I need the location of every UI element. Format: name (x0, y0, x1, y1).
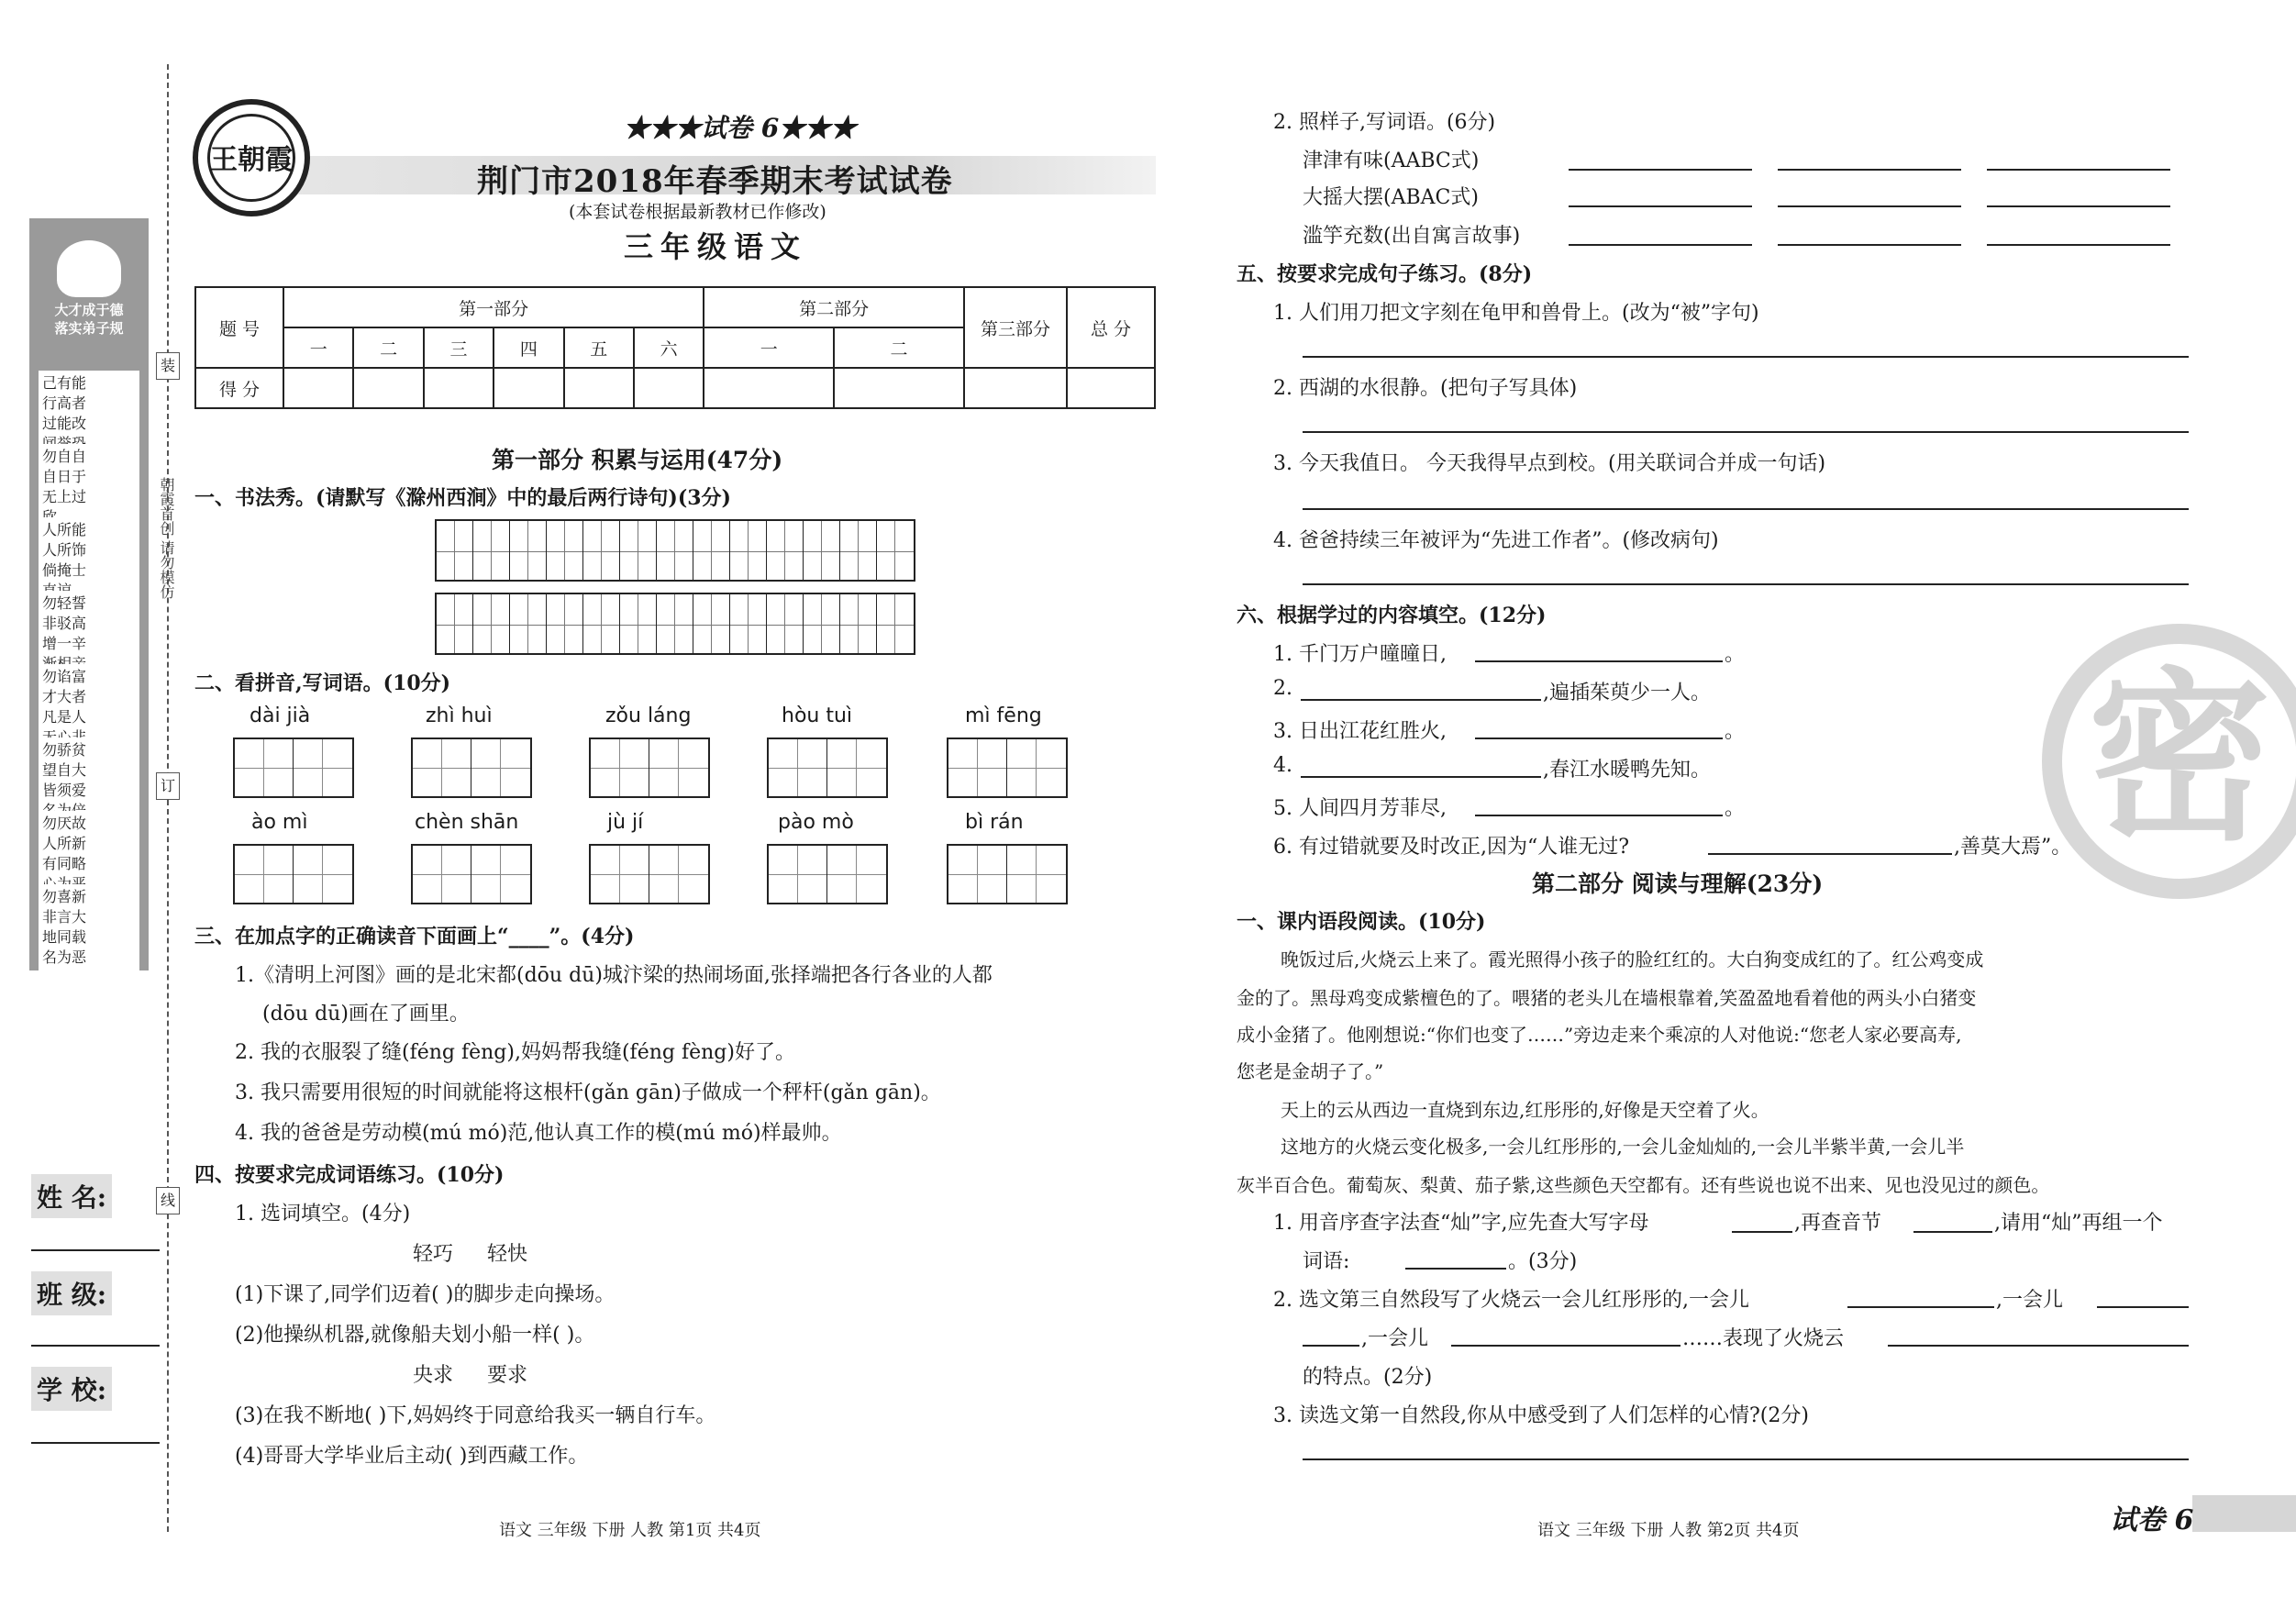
q6-tail: ,春江水暖鸭先知。 (1543, 759, 1711, 782)
answer-box[interactable] (233, 738, 354, 798)
fill-item: (1)下课了,同学们迈着( )的脚步走向操场。 (235, 1283, 616, 1306)
page-title: 荆门市2018年春季期末考试试卷 (477, 163, 953, 200)
q6-tail: 。 (1725, 720, 1746, 743)
fill-item: (4)哥哥大学毕业后主动( )到西藏工作。 (235, 1445, 589, 1468)
q5-item: 2. 西湖的水很静。(把句子写具体) (1273, 377, 1578, 400)
q6-tail: ,遍插茱萸少一人。 (1543, 682, 1711, 704)
answer-line[interactable] (1569, 244, 1752, 246)
pinyin: zǒu láng (605, 704, 692, 727)
answer-box[interactable] (767, 844, 888, 904)
saying-line: 才大者 (42, 688, 87, 705)
passage-line: 成小金猪了。他刚想说:“你们也变了……”旁边走来个乘凉的人对他说:“您老人家必要高寿, (1237, 1024, 1962, 1046)
writing-grid[interactable] (435, 593, 915, 655)
saying-line: 增一辛 (42, 635, 87, 652)
sub-header: 一 (704, 327, 834, 368)
answer-line[interactable] (1301, 776, 1541, 778)
answer-box[interactable] (767, 738, 888, 798)
score-cell[interactable] (834, 368, 964, 408)
answer-line[interactable] (1987, 244, 2170, 246)
q4-sub2: 2. 照样子,写词语。(6分) (1273, 111, 1496, 134)
q5-item: 4. 爸爸持续三年被评为“先进工作者”。(修改病句) (1273, 529, 1719, 552)
answer-line[interactable] (1475, 815, 1723, 816)
saying-line: 望自大 (42, 761, 87, 779)
q3-item: 4. 我的爸爸是劳动模(mú mó)范,他认真工作的模(mú mó)样最帅。 (235, 1122, 842, 1145)
question-1: 一、书法秀。(请默写《滁州西涧》中的最后两行诗句)(3分) (194, 486, 731, 510)
score-cell[interactable] (564, 368, 634, 408)
grade-subject: 三年级语文 (624, 229, 808, 264)
question-5: 五、按要求完成句子练习。(8分) (1237, 262, 1533, 286)
answer-line[interactable] (1303, 583, 2189, 585)
pinyin: hòu tuì (782, 704, 853, 727)
reading-item: 。(3分) (1508, 1250, 1578, 1273)
q6-item: 3. 日出江花红胜火, (1273, 720, 1447, 743)
saying-line: 勿轻誓 (42, 594, 87, 612)
saying-line: 勿自自 (42, 448, 87, 465)
scholar-figure-icon (57, 240, 121, 297)
answer-box[interactable] (947, 738, 1068, 798)
saying-line: 皆须爱 (42, 782, 87, 799)
q6-item: 6. 有过错就要及时改正,因为“人谁无过? (1273, 836, 1630, 859)
saying-line: 过能改 (42, 415, 87, 432)
reading-item: ,请用“灿”再组一个 (1994, 1212, 2163, 1235)
answer-line[interactable] (1778, 244, 1961, 246)
seal-stamp-icon: 密 (2042, 624, 2296, 899)
sub-header: 三 (424, 327, 494, 368)
pinyin: chèn shān (415, 811, 519, 834)
pinyin: ào mì (251, 811, 308, 834)
example-word: 津津有味(AABC式) (1303, 150, 1480, 172)
reading-item: ,一会儿 (1361, 1327, 1428, 1350)
q3-item: 3. 我只需要用很短的时间就能将这根杆(gǎn gān)子做成一个秤杆(gǎn gān)。 (235, 1081, 941, 1104)
score-cell[interactable] (424, 368, 494, 408)
q6-tail: 。 (1725, 797, 1746, 820)
saying-line: 凡是人 (42, 708, 87, 726)
question-6: 六、根据学过的内容填空。(12分) (1237, 604, 1547, 627)
reading-item: ……表现了火烧云 (1682, 1327, 1845, 1350)
saying-line: 勿喜新 (42, 888, 87, 905)
q6-tail: ,善莫大焉”。 (1954, 836, 2072, 859)
saying-line: 有同略 (42, 855, 87, 872)
row-label: 得 分 (195, 368, 283, 408)
part2-heading: 第二部分 阅读与理解(23分) (1532, 871, 1824, 897)
sub-header: 四 (494, 327, 563, 368)
footer-right: 语文 三年级 下册 人教 第2页 共4页 (1537, 1521, 1800, 1540)
saying-block (39, 884, 139, 970)
motto (37, 301, 141, 338)
score-cell[interactable] (964, 368, 1067, 408)
fill-item: (2)他操纵机器,就像船夫划小船一样( )。 (235, 1324, 595, 1347)
score-cell[interactable] (1067, 368, 1155, 408)
q6-item: 4. (1273, 754, 1292, 777)
answer-line[interactable] (1451, 1345, 1680, 1347)
answer-line[interactable] (1913, 1231, 1992, 1233)
q6-item: 2. (1273, 677, 1292, 700)
q6-item: 5. 人间四月芳菲尽, (1273, 797, 1447, 820)
score-cell[interactable] (494, 368, 563, 408)
paper-tag: ★★★试卷 6★★★ (624, 113, 857, 143)
pinyin: bì rán (965, 811, 1024, 834)
sub-header: 五 (564, 327, 634, 368)
answer-line[interactable] (1569, 169, 1752, 171)
pinyin: jù jí (607, 811, 644, 834)
sub-header: 二 (834, 327, 964, 368)
logo-text: 王朝霞 (207, 114, 295, 202)
seal-char: 线 (156, 1187, 180, 1214)
passage-line: 金的了。黑母鸡变成紫檀色的了。喂猪的老头儿在墙根靠着,笑盈盈地看着他的两头小白猪变 (1237, 987, 1977, 1009)
name-label: 姓 名: (31, 1174, 112, 1218)
header-cell: 题 号 (195, 287, 283, 368)
passage-line: 您老是金胡子了。” (1237, 1060, 1384, 1082)
pinyin: zhì huì (426, 704, 493, 727)
reading-item: ,一会儿 (1996, 1289, 2063, 1312)
q3-item: 1.《清明上河图》画的是北宋都(dōu dū)城汴梁的热闹场面,张择端把各行各业的人都 (235, 964, 993, 987)
saying-line: 己有能 (42, 374, 87, 392)
answer-box[interactable] (947, 844, 1068, 904)
passage-line: 晚饭过后,火烧云上来了。霞光照得小孩子的脸红红的。大白狗变成红的了。红公鸡变成 (1281, 948, 1984, 970)
q3-item: (dōu dū)画在了画里。 (262, 1003, 470, 1026)
score-table (194, 286, 1156, 409)
saying-line: 勿厌故 (42, 815, 87, 832)
answer-box[interactable] (411, 738, 532, 798)
header-cell: 总 分 (1067, 287, 1155, 368)
class-field[interactable] (31, 1345, 160, 1347)
answer-line[interactable] (1569, 205, 1752, 207)
saying-line: 勿骄贫 (42, 741, 87, 759)
reading-item: 3. 读选文第一自然段,你从中感受到了人们怎样的心情?(2分) (1273, 1404, 1809, 1427)
answer-line[interactable] (1987, 205, 2170, 207)
passage-line: 天上的云从西边一直烧到东边,红彤彤的,好像是天空着了火。 (1281, 1099, 1769, 1121)
saying-line: 地同载 (42, 928, 87, 946)
q6-item: 1. 千门万户曈曈日, (1273, 643, 1447, 666)
example-word: 滥竽充数(出自寓言故事) (1303, 225, 1521, 248)
corner-bar (2192, 1495, 2296, 1532)
answer-line[interactable] (1405, 1268, 1506, 1270)
answer-line[interactable] (1303, 1345, 1359, 1347)
writing-grid[interactable] (435, 519, 915, 582)
reading-item: ,再查音节 (1794, 1212, 1881, 1235)
answer-line[interactable] (1778, 205, 1961, 207)
q3-item: 2. 我的衣服裂了缝(féng fèng),妈妈帮我缝(féng fèng)好了。 (235, 1041, 795, 1064)
answer-line[interactable] (1475, 660, 1723, 662)
reading-item: 2. 选文第三自然段写了火烧云一会儿红彤彤的,一会儿 (1273, 1289, 1749, 1312)
fill-item: (3)在我不断地( )下,妈妈终于同意给我买一辆自行车。 (235, 1404, 716, 1427)
passage-line: 这地方的火烧云变化极多,一会儿红彤彤的,一会儿金灿灿的,一会儿半紫半黄,一会儿半 (1281, 1136, 1965, 1158)
motto-line: 大才成于德 (54, 302, 124, 318)
answer-line[interactable] (2097, 1306, 2189, 1308)
school-label: 学 校: (31, 1367, 112, 1411)
reading-item: 的特点。(2分) (1303, 1366, 1433, 1389)
answer-line[interactable] (1303, 431, 2189, 433)
answer-box[interactable] (411, 844, 532, 904)
score-cell[interactable] (704, 368, 834, 408)
saying-line: 倘掩士 (42, 561, 87, 579)
answer-line[interactable] (1732, 1231, 1792, 1233)
reading-item: 词语: (1303, 1250, 1350, 1273)
answer-line[interactable] (1778, 169, 1961, 171)
reading-question: 一、课内语段阅读。(10分) (1237, 910, 1486, 934)
saying-line: 非驳高 (42, 615, 87, 632)
part1-heading: 第一部分 积累与运用(47分) (492, 447, 783, 473)
pinyin: pào mò (778, 811, 854, 834)
footer-left: 语文 三年级 下册 人教 第1页 共4页 (499, 1521, 761, 1540)
header-cell: 第三部分 (964, 287, 1067, 368)
q4-sub1: 1. 选词填空。(4分) (235, 1203, 411, 1225)
q5-item: 1. 人们用刀把文字刻在龟甲和兽骨上。(改为“被”字句) (1273, 302, 1759, 325)
score-cell[interactable] (634, 368, 704, 408)
brand-logo (193, 99, 310, 216)
passage-line: 灰半百合色。葡萄灰、梨黄、茄子紫,这些颜色天空都有。还有些说也说不出来、见也没见过的颜色。 (1237, 1174, 2050, 1196)
saying-line: 人所饰 (42, 541, 87, 559)
saying-line: 名为恶 (42, 948, 87, 966)
word-choices: 央求 要求 (413, 1364, 527, 1387)
saying-line: 勿谄富 (42, 668, 87, 685)
answer-line[interactable] (1888, 1345, 2189, 1347)
answer-line[interactable] (1708, 853, 1952, 855)
name-field[interactable] (31, 1249, 160, 1251)
q5-item: 3. 今天我值日。 今天我得早点到校。(用关联词合并成一句话) (1273, 452, 1826, 475)
question-4: 四、按要求完成词语练习。(10分) (194, 1163, 505, 1187)
seal-char: 订 (156, 772, 180, 800)
score-cell[interactable] (283, 368, 353, 408)
q6-tail: 。 (1725, 643, 1746, 666)
class-label: 班 级: (31, 1271, 112, 1315)
saying-line: 无上过 (42, 488, 87, 505)
answer-line[interactable] (1303, 508, 2189, 510)
corner-tag: 试卷 6 (2110, 1504, 2194, 1536)
score-cell[interactable] (353, 368, 423, 408)
example-word: 大摇大摆(ABAC式) (1303, 186, 1479, 209)
answer-line[interactable] (1301, 699, 1541, 701)
sub-header: 二 (353, 327, 423, 368)
answer-line[interactable] (1303, 1458, 2189, 1460)
saying-line: 人所新 (42, 835, 87, 852)
answer-line[interactable] (1303, 356, 2189, 358)
reading-item: 1. 用音序查字法查“灿”字,应先查大写字母 (1273, 1212, 1649, 1235)
motto-line: 落实弟子规 (54, 320, 124, 337)
header-cell: 第一部分 (283, 287, 704, 327)
answer-box[interactable] (589, 738, 710, 798)
word-choices: 轻巧 轻快 (413, 1243, 527, 1266)
question-2: 二、看拼音,写词语。(10分) (194, 671, 451, 695)
header-cell: 第二部分 (704, 287, 964, 327)
motto-strip (29, 218, 149, 970)
pinyin: dài jià (250, 704, 311, 727)
answer-line[interactable] (1475, 738, 1723, 739)
saying-line: 人所能 (42, 521, 87, 538)
sub-header: 一 (283, 327, 353, 368)
answer-box[interactable] (233, 844, 354, 904)
saying-line: 行高者 (42, 394, 87, 412)
school-field[interactable] (31, 1442, 160, 1444)
saying-line: 非言大 (42, 908, 87, 926)
answer-box[interactable] (589, 844, 710, 904)
answer-line[interactable] (1847, 1306, 1994, 1308)
sub-header: 六 (634, 327, 704, 368)
pinyin: mì fēng (965, 704, 1042, 727)
saying-line: 自日于 (42, 468, 87, 485)
subtitle-note: (本套试卷根据最新教材已作修改) (569, 202, 826, 222)
seal-char: 装 (156, 352, 180, 380)
vertical-note: 朝霞首创 请勿模仿 (158, 477, 175, 600)
answer-line[interactable] (1987, 169, 2170, 171)
question-3: 三、在加点字的正确读音下面画上“____”。(4分) (194, 925, 635, 948)
